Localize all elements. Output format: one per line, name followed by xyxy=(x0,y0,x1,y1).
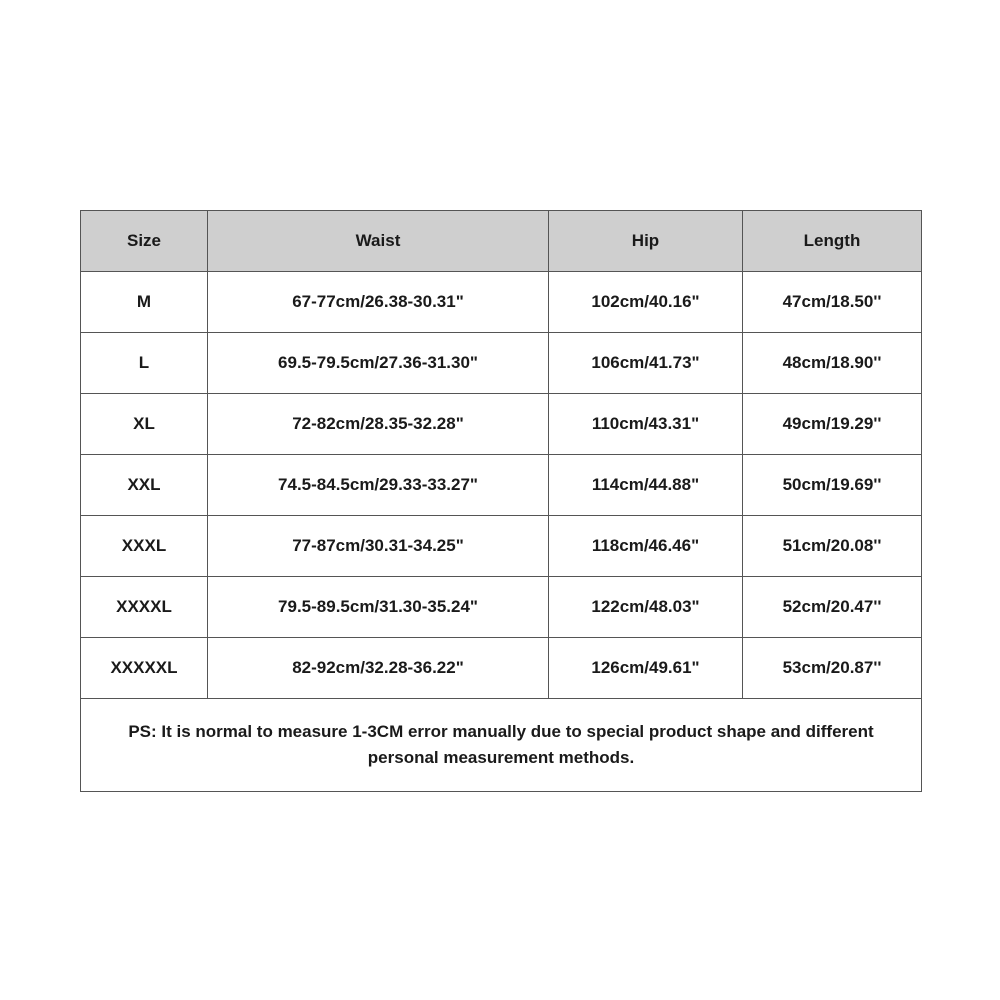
cell-length: 51cm/20.08'' xyxy=(743,516,922,577)
table-row xyxy=(81,516,922,577)
cell-length: 49cm/19.29'' xyxy=(743,394,922,455)
table-row xyxy=(81,638,922,699)
cell-hip: 102cm/40.16" xyxy=(549,272,743,333)
header-row xyxy=(81,211,922,272)
cell-size: XXXXXL xyxy=(81,638,208,699)
cell-waist: 72-82cm/28.35-32.28" xyxy=(208,394,549,455)
cell-size: XXXL xyxy=(81,516,208,577)
cell-size: L xyxy=(81,333,208,394)
note-row xyxy=(81,699,922,792)
cell-waist: 67-77cm/26.38-30.31" xyxy=(208,272,549,333)
table-row xyxy=(81,272,922,333)
cell-waist: 82-92cm/32.28-36.22" xyxy=(208,638,549,699)
cell-waist: 79.5-89.5cm/31.30-35.24" xyxy=(208,577,549,638)
cell-length: 52cm/20.47'' xyxy=(743,577,922,638)
cell-size: XXL xyxy=(81,455,208,516)
cell-length: 53cm/20.87'' xyxy=(743,638,922,699)
cell-size: M xyxy=(81,272,208,333)
header-length: Length xyxy=(743,211,922,272)
header-size: Size xyxy=(81,211,208,272)
cell-hip: 106cm/41.73" xyxy=(549,333,743,394)
size-chart-table xyxy=(80,210,922,792)
cell-length: 48cm/18.90'' xyxy=(743,333,922,394)
header-waist: Waist xyxy=(208,211,549,272)
measurement-note: PS: It is normal to measure 1-3CM error manually due to special product shape and different personal measurement methods. xyxy=(81,699,922,792)
cell-size: XL xyxy=(81,394,208,455)
table-row xyxy=(81,394,922,455)
cell-hip: 122cm/48.03" xyxy=(549,577,743,638)
header-hip: Hip xyxy=(549,211,743,272)
cell-hip: 118cm/46.46" xyxy=(549,516,743,577)
cell-size: XXXXL xyxy=(81,577,208,638)
table-row xyxy=(81,333,922,394)
cell-hip: 110cm/43.31" xyxy=(549,394,743,455)
cell-hip: 114cm/44.88" xyxy=(549,455,743,516)
cell-length: 50cm/19.69'' xyxy=(743,455,922,516)
cell-length: 47cm/18.50'' xyxy=(743,272,922,333)
table-row xyxy=(81,455,922,516)
cell-hip: 126cm/49.61" xyxy=(549,638,743,699)
cell-waist: 69.5-79.5cm/27.36-31.30" xyxy=(208,333,549,394)
cell-waist: 74.5-84.5cm/29.33-33.27" xyxy=(208,455,549,516)
cell-waist: 77-87cm/30.31-34.25" xyxy=(208,516,549,577)
table-row xyxy=(81,577,922,638)
